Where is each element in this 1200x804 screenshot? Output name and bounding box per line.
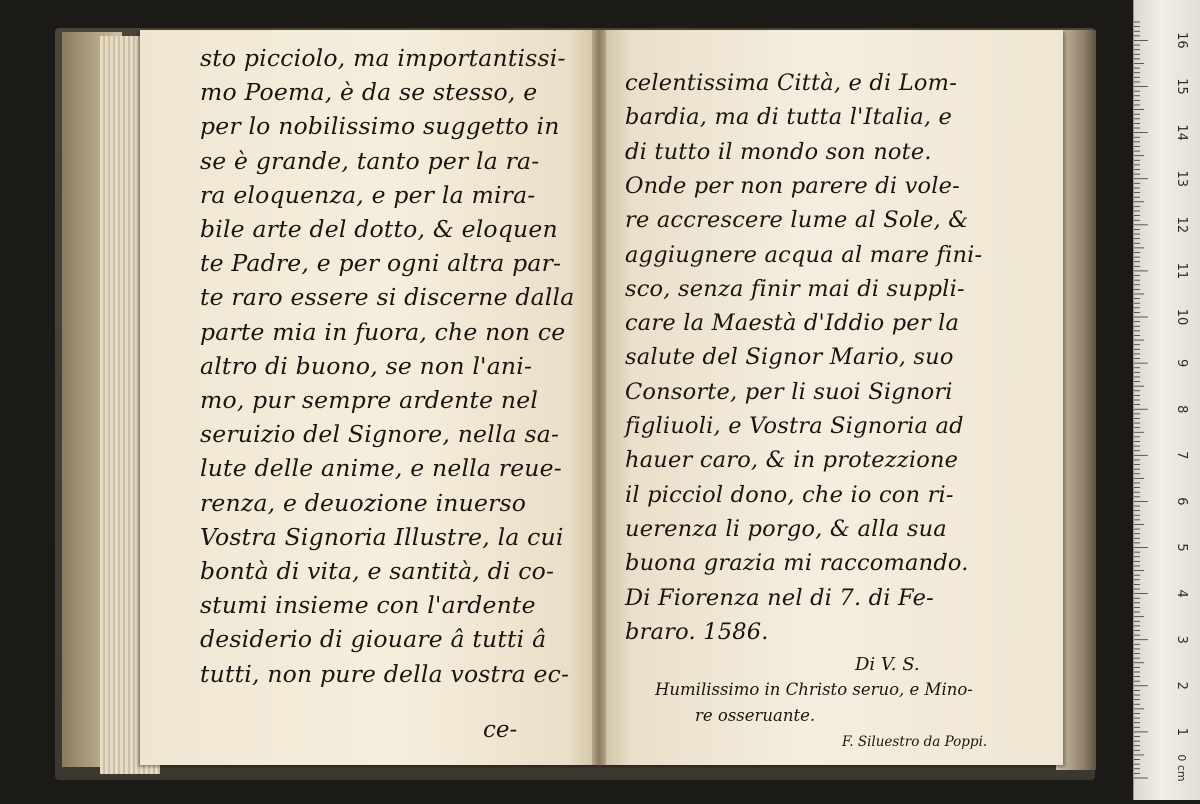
ruler-number: 1: [1174, 727, 1189, 737]
ruler-number: 4: [1174, 589, 1189, 598]
text-line: sco, senza finir mai di suppli-: [625, 275, 965, 302]
text-line: mo, pur sempre ardente nel: [200, 386, 539, 414]
text-line: re accrescere lume al Sole, &: [625, 207, 969, 234]
text-line: lute delle anime, e nella reue-: [200, 454, 562, 483]
text-line: ra eloquenza, e per la mira-: [200, 180, 536, 209]
ruler-number: 9: [1174, 358, 1189, 368]
text-line: altro di buono, se non l'ani-: [200, 351, 533, 380]
ruler-number: 10: [1174, 308, 1189, 326]
ruler-number: 14: [1174, 124, 1189, 141]
text-line: tutti, non pure della vostra ec-: [200, 659, 570, 688]
text-line: te raro essere si discerne dalla: [200, 283, 575, 312]
text-line: per lo nobilissimo suggetto in: [200, 112, 560, 141]
signature-name: F. Siluestro da Poppi.: [842, 734, 988, 750]
text-line: desiderio di giouare â tutti â: [200, 625, 547, 654]
ruler-unit-label: 0 cm: [1175, 754, 1188, 782]
ruler-number: 8: [1174, 405, 1189, 414]
text-line: uerenza li porgo, & alla sua: [625, 515, 947, 542]
text-line: mo Poema, è da se stesso, e: [200, 78, 538, 107]
ruler-number: 7: [1174, 451, 1189, 460]
text-line: braro. 1586.: [625, 618, 769, 645]
ruler-number: 13: [1174, 170, 1189, 188]
ruler-number: 11: [1174, 262, 1189, 280]
book-gutter: [592, 30, 606, 765]
ruler-number: 2: [1174, 681, 1189, 690]
text-line: stumi insieme con l'ardente: [200, 591, 536, 620]
text-line: care la Maestà d'Iddio per la: [625, 310, 960, 337]
signature-line-1: Humilissimo in Christo seruo, e Mino-: [655, 680, 973, 699]
text-line: Onde per non parere di vole-: [625, 172, 960, 199]
catchword: ce-: [483, 717, 518, 743]
text-line: celentissima Città, e di Lom-: [625, 70, 958, 96]
text-line: di tutto il mondo son note.: [625, 138, 932, 165]
text-line: renza, e deuozione inuerso: [200, 488, 527, 517]
text-line: hauer caro, & in protezzione: [625, 447, 959, 474]
ruler-scale: [1134, 0, 1200, 800]
ruler-number: 5: [1174, 543, 1189, 552]
text-line: bardia, ma di tutta l'Italia, e: [625, 104, 953, 131]
ruler-number: 3: [1174, 635, 1189, 644]
text-line: se è grande, tanto per la ra-: [200, 146, 540, 175]
text-line: te Padre, e per ogni altra par-: [200, 249, 562, 278]
text-line: il picciol dono, che io con ri-: [625, 481, 954, 508]
text-line: Di Fiorenza nel di 7. di Fe-: [625, 584, 934, 611]
text-line: bontà di vita, e santità, di co-: [200, 557, 555, 585]
measurement-ruler: [1133, 0, 1200, 800]
text-line: Vostra Signoria Illustre, la cui: [200, 522, 564, 551]
signature-line-2: re osseruante.: [695, 706, 816, 725]
ruler-number: 15: [1174, 78, 1189, 95]
text-line: Consorte, per li suoi Signori: [625, 378, 953, 405]
text-line: aggiugnere acqua al mare fini-: [625, 241, 983, 268]
text-line: parte mia in fuora, che non ce: [200, 317, 566, 346]
ruler-number: 12: [1174, 216, 1189, 234]
ruler-number: 6: [1174, 497, 1189, 506]
ruler-number: 16: [1174, 32, 1189, 49]
signature-salutation: Di V. S.: [855, 654, 920, 675]
text-line: sto picciolo, ma importantissi-: [200, 44, 566, 72]
text-line: figliuoli, e Vostra Signoria ad: [625, 413, 964, 439]
text-line: bile arte del dotto, & eloquen: [200, 215, 558, 243]
text-line: seruizio del Signore, nella sa-: [200, 420, 560, 449]
text-line: salute del Signor Mario, suo: [625, 344, 954, 371]
text-line: buona grazia mi raccomando.: [625, 550, 969, 577]
